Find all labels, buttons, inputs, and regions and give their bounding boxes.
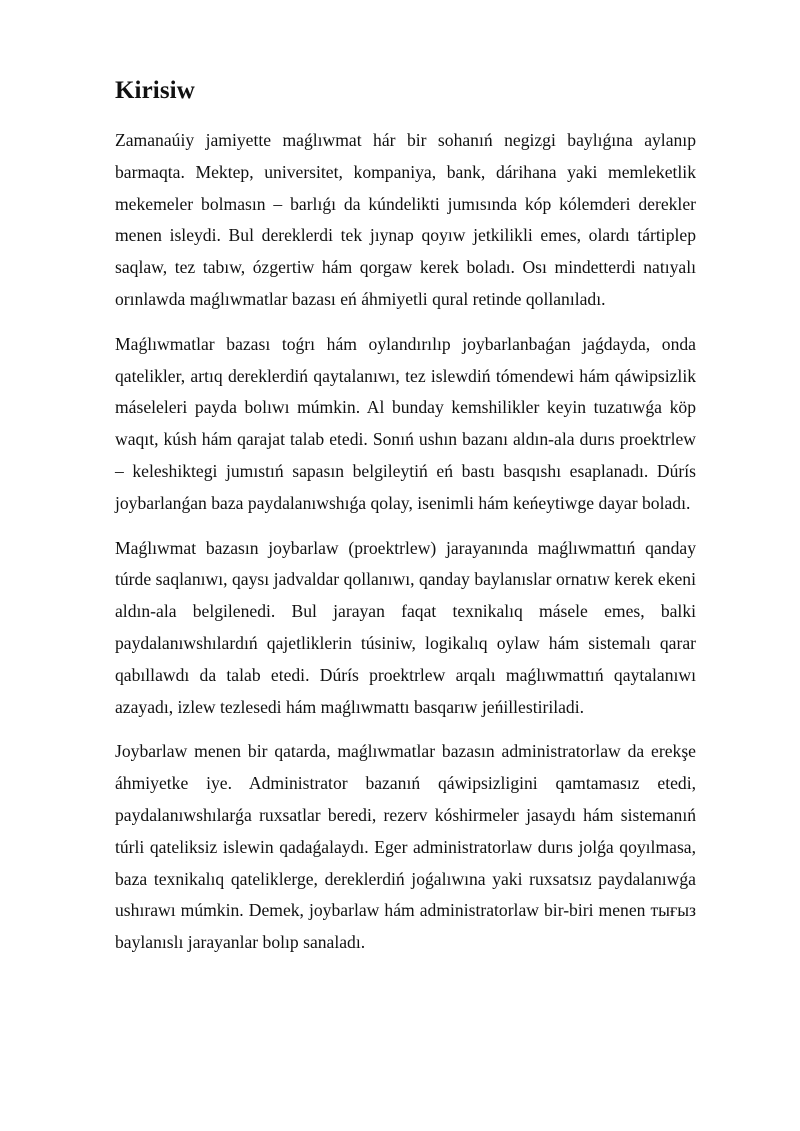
paragraph-4: Joybarlaw menen bir qatarda, maǵlıwmatlar bazasın administratorlaw da erekşe áhmiyetke iye. Administrator bazanıń qáwipsizligini qamtamasız etedi, paydalanıwshılarǵa ruxsatlar beredi, rezerv kóshirmeler jasaydı hám sistemanıń túrli qateliksiz islewin qadaǵalaydı. Eger administratorlaw durıs jolǵa qoyılmasa, baza texnikalıq qateliklerge, dereklerdiń joǵalıwına yaki ruxsatsız paydalanıwǵa ushırawı múmkin. Demek, joybarlaw hám administratorlaw bir-biri menen тығыз baylanıslı jarayanlar bolıp sanaladı. xyxy=(115,741,696,953)
paragraph-1: Zamanaúiy jamiyette maǵlıwmat hár bir sohanıń negizgi baylıǵına aylanıp barmaqta. Mektep, universitet, kompaniya, bank, dárihana yaki memleketlik mekemeler bolmasın – barlıǵı da kúndelikti jumısında kóp kólemderi derekler menen isleydi. Bul dereklerdi tek jıynap qoyıw jetkilikli emes, olardı tártiplep saqlaw, tez tabıw, ózgertiw hám qorgaw kerek boladı. Osı mindetterdi natıyalı orınlawda maǵlıwmatlar bazası eń áhmiyetli qural retinde qollanıladı. xyxy=(115,130,696,309)
section-title: Kirisiw xyxy=(115,77,195,104)
paragraph-3: Maǵlıwmat bazasın joybarlaw (proektrlew) jarayanında maǵlıwmattıń qanday túrde saqlanıwı, qaysı jadvaldar qollanıwı, qanday baylanıslar ornatıw kerek ekeni aldın-ala belgilenedi. Bul jarayan faqat texnikalıq másele emes, balki paydalanıwshılardıń qajetliklerin túsiniw, logikalıq oylaw hám sistemalı qarar qabıllawdı da talab etedi. Dúrís proektrlew arqalı maǵlıwmattıń qaytalanıwı azayadı, izlew tezlesedi hám maǵlıwmattı basqarıw jeńillestiriladi. xyxy=(115,537,696,717)
paragraph-2: Maǵlıwmatlar bazası toǵrı hám oylandırılıp joybarlanbaǵan jaǵdayda, onda qatelikler, artıq dereklerdiń qaytalanıwı, tez islewdiń tómendewi hám qáwipsizlik máseleleri payda bolıwı múmkin. Al bunday kemshilikler keyin tuzatıwǵa köp waqıt, kúsh hám qarajat talab etedi. Sonıń ushın bazanı aldın-ala durıs proektrlew – keleshiktegi jumıstıń sapasın belgileytiń eń bastı basqıshı esaplanadı. Dúrís joybarlanǵan baza paydalanıwshıǵa qolay, isenimli hám keńeytiwge dayar boladı. xyxy=(115,333,696,513)
